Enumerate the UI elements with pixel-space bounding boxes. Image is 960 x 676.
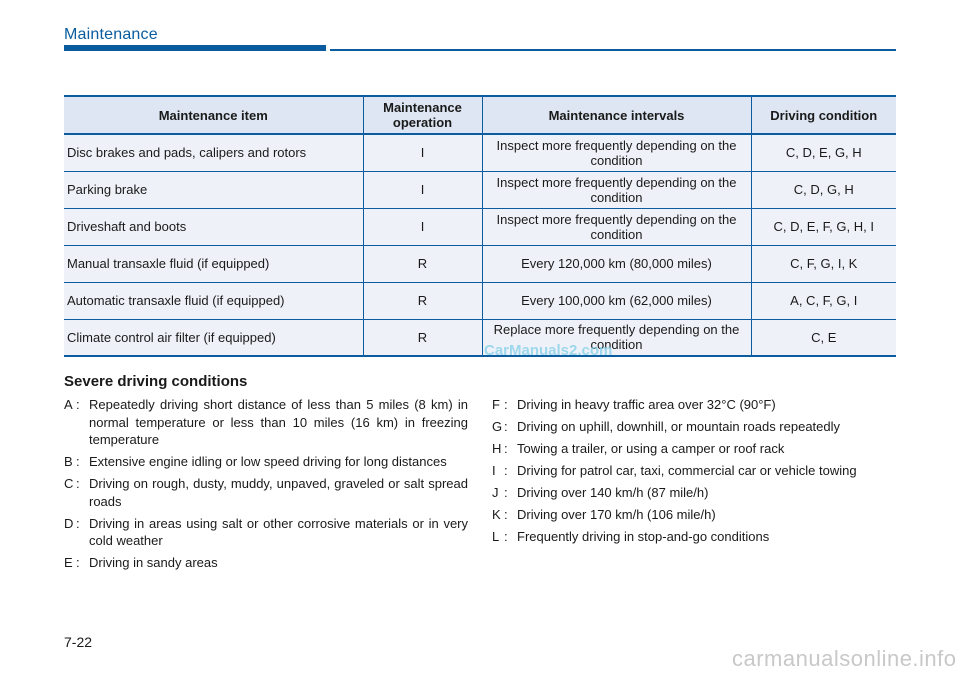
condition-letter: A <box>64 397 73 412</box>
condition-item <box>64 554 468 572</box>
condition-text: Driving over 140 km/h (87 mile/h) <box>517 485 709 500</box>
condition-separator: : <box>504 419 508 434</box>
condition-separator: : <box>76 515 80 531</box>
maintenance-operation: I <box>363 134 482 171</box>
condition-text: Driving over 170 km/h (106 mile/h) <box>517 507 716 522</box>
condition-letter: B <box>64 454 73 469</box>
table-header-row <box>64 96 896 134</box>
condition-item <box>64 396 468 449</box>
condition-text: Frequently driving in stop-and-go conditions <box>517 529 770 544</box>
condition-text: Driving in sandy areas <box>89 555 218 570</box>
maintenance-item: Parking brake <box>64 171 363 208</box>
condition-text: Repeatedly driving short distance of less than 5 miles (8 km) in normal temperature or less than 10 miles (16 km) in freezing temperature <box>89 397 468 447</box>
maintenance-interval: Every 120,000 km (80,000 miles) <box>482 245 751 282</box>
condition-text: Extensive engine idling or low speed driving for long distances <box>89 454 447 469</box>
condition-text: Driving in heavy traffic area over 32°C (90°F) <box>517 397 776 412</box>
condition-text: Driving on rough, dusty, muddy, unpaved, graveled or salt spread roads <box>89 476 468 509</box>
table-row <box>64 245 896 282</box>
condition-letter: I <box>492 463 496 478</box>
watermark: CarManuals2.com <box>484 342 613 359</box>
driving-condition: C, D, E, F, G, H, I <box>751 208 896 245</box>
condition-letter: H <box>492 441 502 456</box>
section-title: Maintenance <box>64 26 158 43</box>
condition-letter: E <box>64 555 73 570</box>
maintenance-operation: I <box>363 171 482 208</box>
maintenance-interval: Replace more frequently depending on the condition <box>482 319 751 356</box>
maintenance-item: Disc brakes and pads, calipers and rotors <box>64 134 363 171</box>
maintenance-item: Climate control air filter (if equipped) <box>64 319 363 356</box>
condition-separator: : <box>504 507 508 522</box>
table-row <box>64 134 896 171</box>
driving-condition: C, F, G, I, K <box>751 245 896 282</box>
driving-condition: C, D, G, H <box>751 171 896 208</box>
condition-separator: : <box>504 441 508 456</box>
condition-text: Driving in areas using salt or other corrosive materials or in very cold weather <box>89 515 468 548</box>
conditions-left-column <box>64 396 468 576</box>
condition-item <box>64 475 468 510</box>
condition-separator: : <box>504 397 508 412</box>
maintenance-interval: Every 100,000 km (62,000 miles) <box>482 282 751 319</box>
header-rule-thin <box>330 49 896 51</box>
table-row <box>64 171 896 208</box>
severe-conditions-title: Severe driving conditions <box>64 373 248 390</box>
condition-item <box>492 506 896 524</box>
condition-letter: G <box>492 419 503 434</box>
condition-separator: : <box>504 463 508 478</box>
driving-condition: A, C, F, G, I <box>751 282 896 319</box>
maintenance-interval: Inspect more frequently depending on the condition <box>482 171 751 208</box>
condition-item <box>64 515 468 550</box>
condition-item <box>492 528 896 546</box>
condition-letter: F <box>492 397 500 412</box>
condition-letter: L <box>492 529 500 544</box>
condition-letter: K <box>492 507 501 522</box>
column-header: Driving condition <box>751 96 896 134</box>
column-header: Maintenance intervals <box>482 96 751 134</box>
condition-item <box>492 440 896 458</box>
condition-item <box>492 418 896 436</box>
table-row <box>64 208 896 245</box>
maintenance-interval: Inspect more frequently depending on the condition <box>482 208 751 245</box>
maintenance-operation: R <box>363 282 482 319</box>
maintenance-item: Automatic transaxle fluid (if equipped) <box>64 282 363 319</box>
maintenance-item: Driveshaft and boots <box>64 208 363 245</box>
maintenance-interval: Inspect more frequently depending on the condition <box>482 134 751 171</box>
table-row <box>64 319 896 356</box>
maintenance-operation: R <box>363 319 482 356</box>
header-rule-thick <box>64 45 326 51</box>
condition-separator: : <box>76 454 80 469</box>
maintenance-operation: R <box>363 245 482 282</box>
table-row <box>64 282 896 319</box>
driving-condition: C, E <box>751 319 896 356</box>
condition-separator: : <box>76 397 80 412</box>
condition-letter: J <box>492 485 499 500</box>
condition-text: Driving on uphill, downhill, or mountain roads repeatedly <box>517 419 841 434</box>
maintenance-operation: I <box>363 208 482 245</box>
condition-letter: C <box>64 476 74 491</box>
condition-item <box>492 484 896 502</box>
condition-separator: : <box>76 476 80 491</box>
condition-item <box>64 453 468 471</box>
conditions-right-column <box>492 396 896 550</box>
condition-item <box>492 462 896 480</box>
condition-separator: : <box>76 555 80 570</box>
footer-site-watermark: carmanualsonline.info <box>732 646 957 671</box>
condition-text: Towing a trailer, or using a camper or roof rack <box>517 441 785 456</box>
page-number: 7-22 <box>64 634 93 650</box>
driving-condition: C, D, E, G, H <box>751 134 896 171</box>
condition-letter: D <box>64 515 74 531</box>
condition-separator: : <box>504 529 508 544</box>
maintenance-table <box>64 95 896 357</box>
condition-separator: : <box>504 485 508 500</box>
column-header: Maintenance item <box>64 96 363 134</box>
column-header: Maintenance operation <box>363 96 482 134</box>
condition-item <box>492 396 896 414</box>
maintenance-item: Manual transaxle fluid (if equipped) <box>64 245 363 282</box>
condition-text: Driving for patrol car, taxi, commercial car or vehicle towing <box>517 463 857 478</box>
